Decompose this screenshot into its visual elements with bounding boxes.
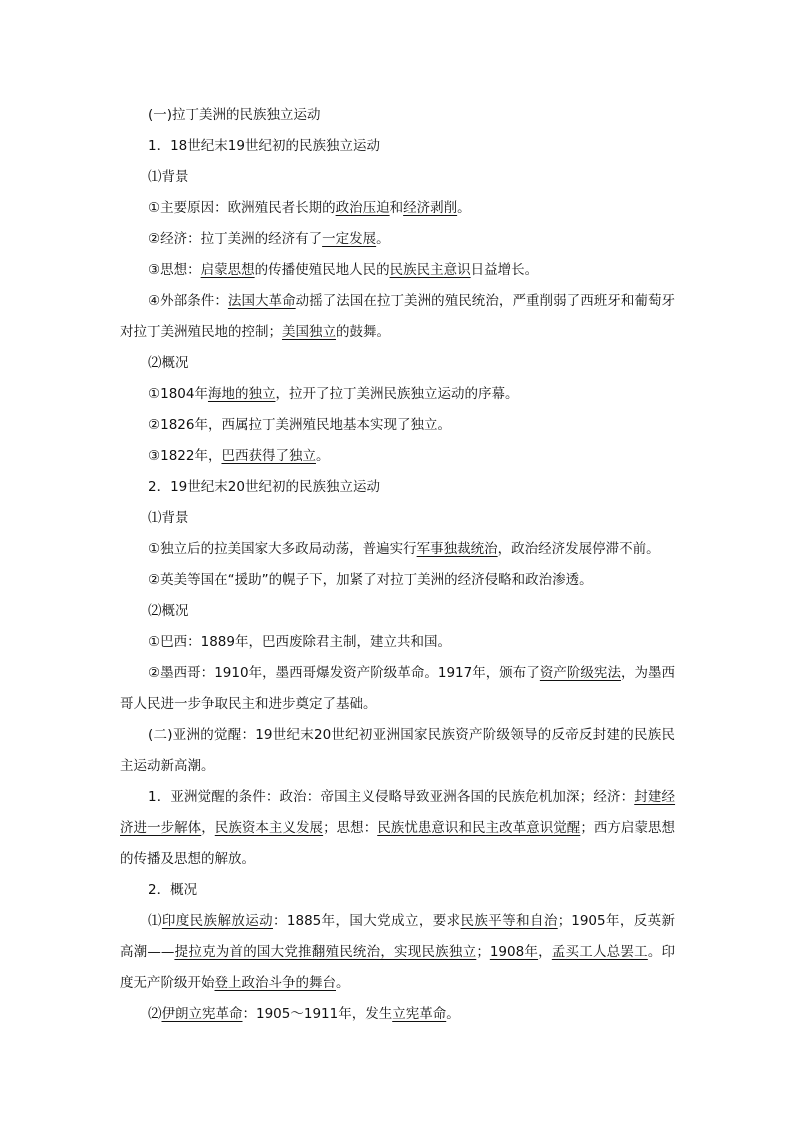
section-heading-latin-america: (一)拉丁美洲的民族独立运动 [148, 107, 321, 123]
label-asia-overview: 2．概况 [148, 882, 198, 898]
paragraph-mexico-1910: ②墨西哥：1910年，墨西哥爆发资产阶级革命。1917年，颁布了资产阶级宪法，为墨西哥人民进一步争取民主和进步奠定了基础。 [120, 665, 676, 712]
paragraph-haiti-1804: ①1804年海地的独立，拉开了拉丁美洲民族独立运动的序幕。 [148, 386, 519, 402]
label-background-2: ⑴背景 [148, 510, 189, 526]
paragraph-main-cause: ①主要原因：欧洲殖民者长期的政治压迫和经济剥削。 [148, 200, 471, 216]
label-background: ⑴背景 [148, 169, 189, 185]
paragraph-military-dictatorship: ①独立后的拉美国家大多政局动荡，普遍实行军事独裁统治，政治经济发展停滞不前。 [148, 541, 660, 557]
paragraph-asia-conditions: 1．亚洲觉醒的条件：政治：帝国主义侵略导致亚洲各国的民族危机加深；经济：封建经济进一步解体，民族资本主义发展；思想：民族忧患意识和民主改革意识觉醒；西方启蒙思想的传播及思想的解放。 [120, 789, 676, 867]
label-overview-2: ⑵概况 [148, 603, 189, 619]
section-heading-asia-awakening: (二)亚洲的觉醒：19世纪末20世纪初亚洲国家民族资产阶级领导的反帝反封建的民族民主运动新高潮。 [120, 727, 675, 774]
label-overview: ⑵概况 [148, 355, 189, 371]
subsection-heading-late-independence: 2．19世纪末20世纪初的民族独立运动 [148, 479, 380, 495]
paragraph-us-uk-aid: ②英美等国在“援助”的幌子下，加紧了对拉丁美洲的经济侵略和政治渗透。 [148, 572, 593, 588]
paragraph-brazil-1822: ③1822年，巴西获得了独立。 [148, 448, 330, 464]
document-body [120, 100, 675, 1030]
paragraph-thought: ③思想：启蒙思想的传播使殖民地人民的民族民主意识日益增长。 [148, 262, 539, 278]
paragraph-spanish-colonies-1826: ②1826年，西属拉丁美洲殖民地基本实现了独立。 [148, 417, 451, 433]
paragraph-brazil-1889: ①巴西：1889年，巴西废除君主制，建立共和国。 [148, 634, 451, 650]
paragraph-iran-revolution: ⑵伊朗立宪革命：1905～1911年，发生立宪革命。 [148, 1006, 460, 1022]
paragraph-india-movement: ⑴印度民族解放运动：1885年，国大党成立，要求民族平等和自治；1905年，反英新高潮——提拉克为首的国大党推翻殖民统治，实现民族独立；1908年，孟买工人总罢工。印度无产阶级开始登上政治斗争的舞台。 [120, 913, 676, 991]
paragraph-economy: ②经济：拉丁美洲的经济有了一定发展。 [148, 231, 390, 247]
paragraph-external-conditions: ④外部条件：法国大革命动摇了法国在拉丁美洲的殖民统治，严重削弱了西班牙和葡萄牙对拉丁美洲殖民地的控制；美国独立的鼓舞。 [120, 293, 675, 340]
subsection-heading-early-independence: 1．18世纪末19世纪初的民族独立运动 [148, 138, 380, 154]
